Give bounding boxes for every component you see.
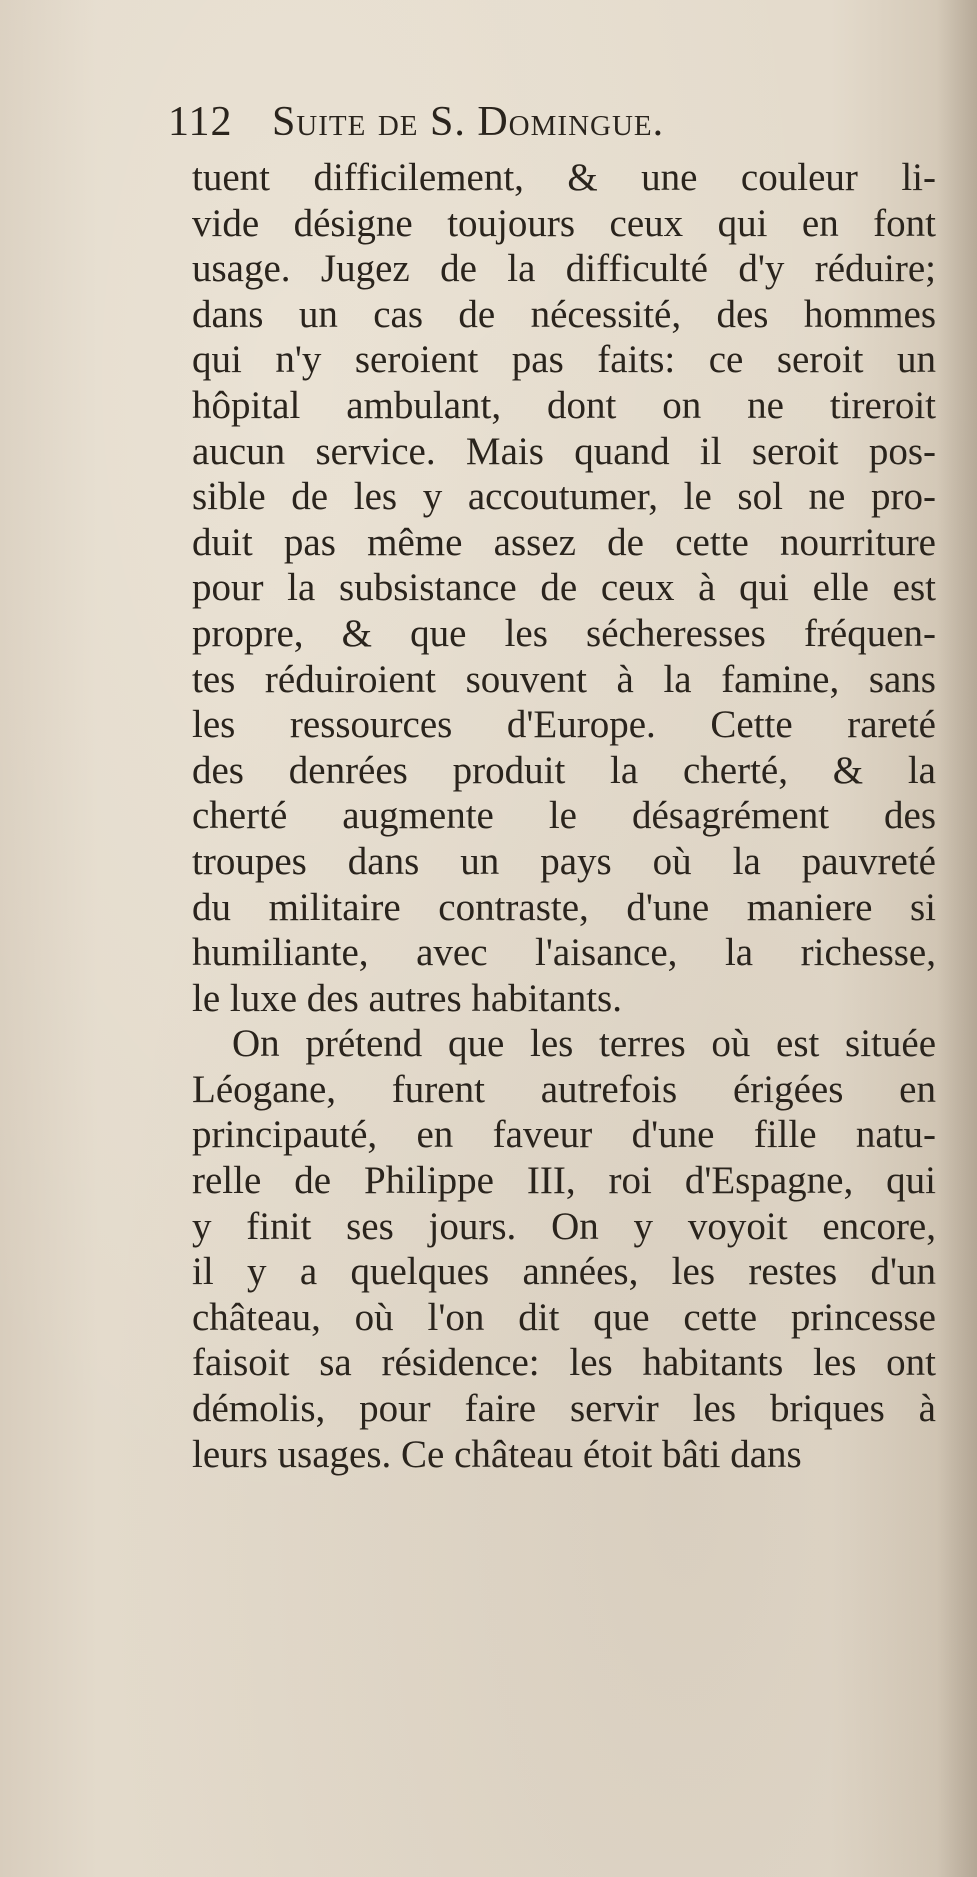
text-line: château, où l'on dit que cette princesse: [192, 1295, 936, 1339]
body-text: [192, 155, 936, 1477]
text-line: humiliante, avec l'aisance, la richesse,: [192, 931, 936, 975]
text-line: dans un cas de nécessité, des hommes: [192, 292, 936, 336]
paragraph: [192, 155, 936, 1021]
text-line: relle de Philippe III, roi d'Espagne, qui: [192, 1159, 936, 1203]
text-line: propre, & que les sécheresses fréquen-: [192, 611, 936, 655]
text-line: hôpital ambulant, dont on ne tireroit: [192, 383, 936, 427]
text-line: des denrées produit la cherté, & la: [192, 748, 936, 792]
text-line: usage. Jugez de la difficulté d'y réduire;: [192, 247, 936, 291]
text-line: cherté augmente le désagrément des: [192, 794, 936, 838]
text-line: pour la subsistance de ceux à qui elle est: [192, 566, 936, 610]
text-line: sible de les y accoutumer, le sol ne pro-: [192, 475, 936, 519]
running-title: Suite de S. Domingue.: [271, 99, 665, 145]
text-line: leurs usages. Ce château étoit bâti dans: [192, 1432, 802, 1476]
text-line: troupes dans un pays où la pauvreté: [192, 839, 936, 883]
text-line: le luxe des autres habitants.: [192, 976, 622, 1020]
page-edge-shadow: [937, 0, 977, 1877]
text-line: il y a quelques années, les restes d'un: [192, 1250, 936, 1294]
text-line: du militaire contraste, d'une maniere si: [192, 885, 936, 929]
text-line: les ressources d'Europe. Cette rareté: [192, 703, 936, 747]
paragraph: [192, 1021, 936, 1477]
text-line: On prétend que les terres où est située: [232, 1022, 936, 1066]
text-line: faisoit sa résidence: les habitants les ont: [192, 1341, 936, 1385]
running-head: [168, 92, 928, 152]
text-line: démolis, pour faire servir les briques à: [192, 1387, 936, 1431]
text-line: duit pas même assez de cette nourriture: [192, 520, 936, 564]
text-line: qui n'y seroient pas faits: ce seroit un: [192, 338, 936, 382]
text-line: aucun service. Mais quand il seroit pos-: [192, 429, 936, 473]
text-line: tes réduiroient souvent à la famine, sans: [192, 657, 936, 701]
text-line: vide désigne toujours ceux qui en font: [192, 201, 936, 245]
text-line: principauté, en faveur d'une fille natu-: [192, 1113, 936, 1157]
text-line: y finit ses jours. On y voyoit encore,: [192, 1204, 936, 1248]
page-number: 112: [168, 99, 233, 145]
text-line: Léogane, furent autrefois érigées en: [192, 1067, 936, 1111]
text-line: tuent difficilement, & une couleur li-: [192, 156, 936, 199]
